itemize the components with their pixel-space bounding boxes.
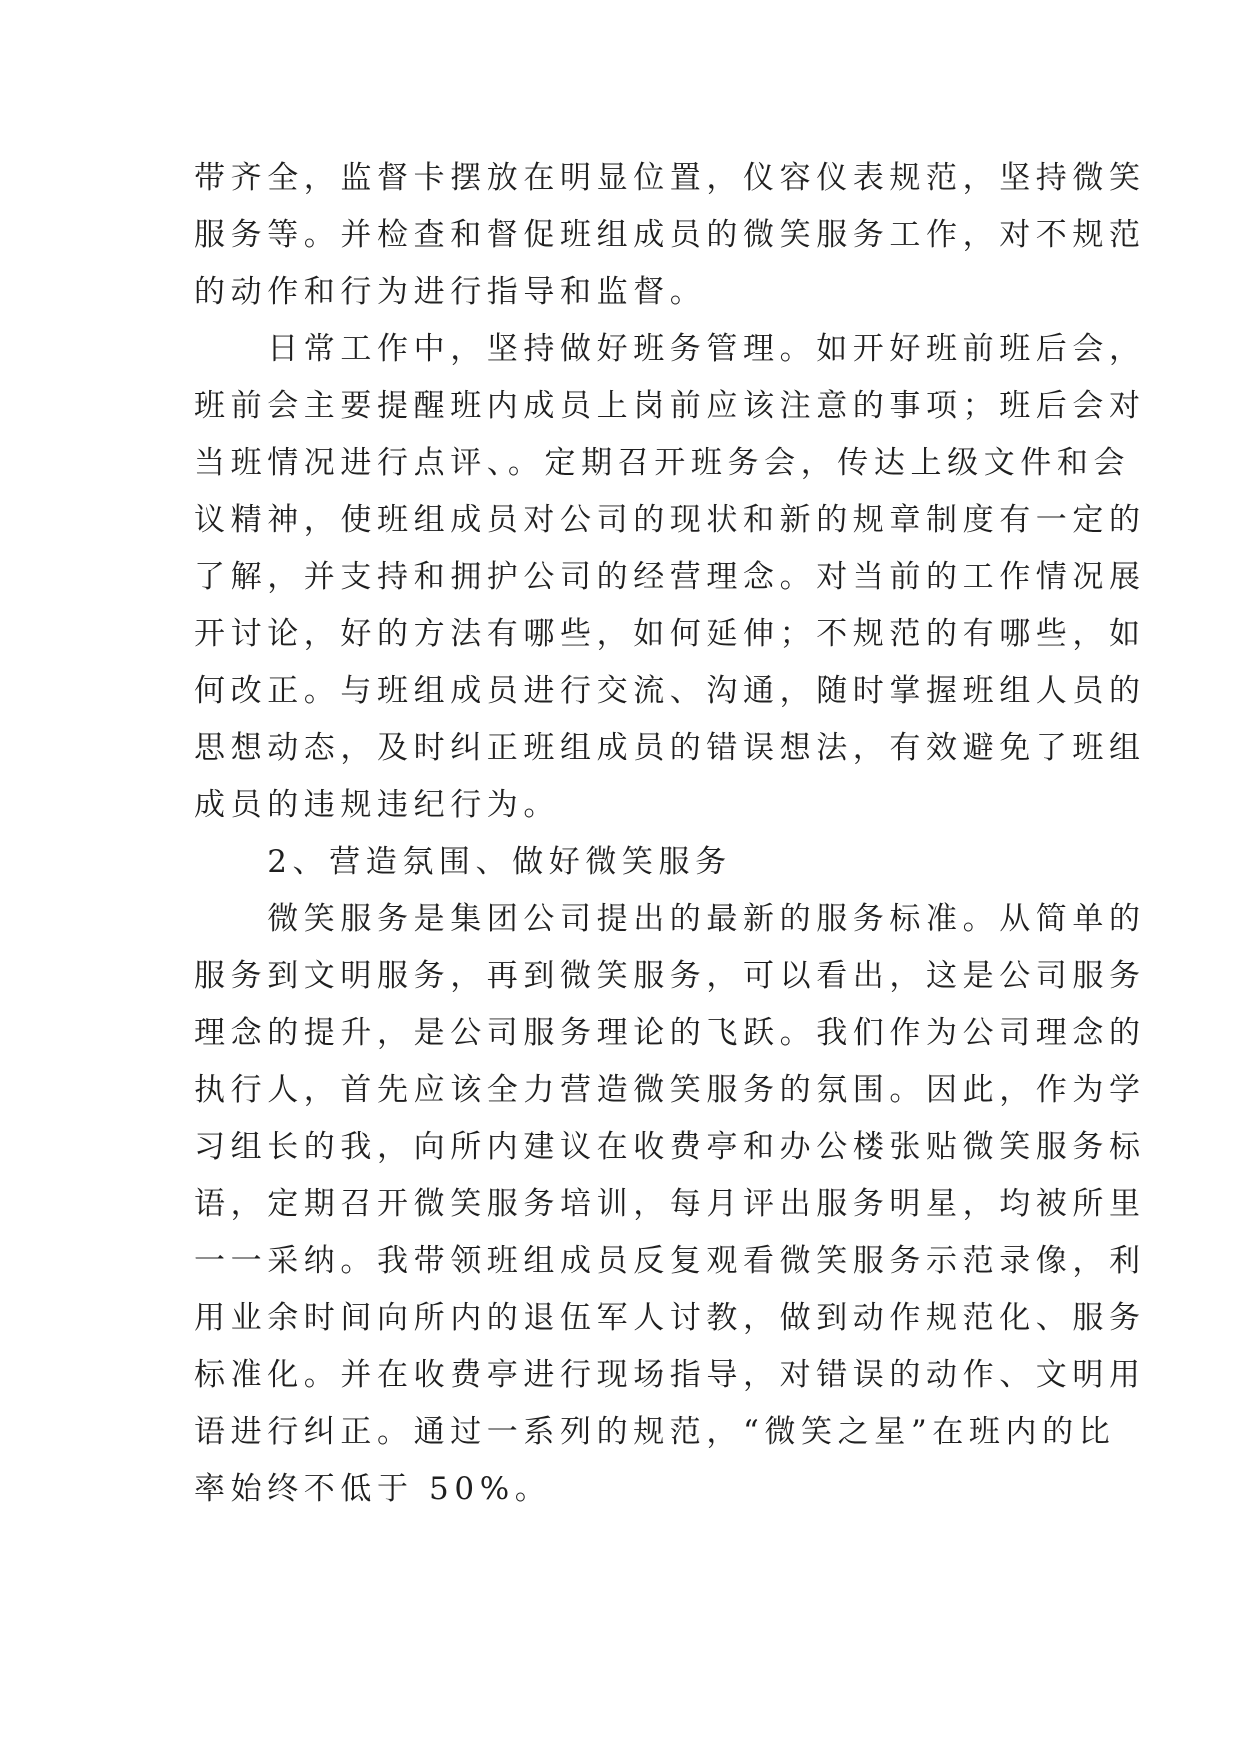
text-line-3: 的动作和行为进行指导和监督。 — [194, 274, 707, 310]
text-line-7: 议精神，使班组成员对公司的现状和新的规章制度有一定的 — [194, 502, 1146, 538]
text-line-8: 了解，并支持和拥护公司的经营理念。对当前的工作情况展 — [194, 559, 1146, 595]
text-line-21: 用业余时间向所内的退伍军人讨教，做到动作规范化、服务 — [194, 1300, 1146, 1336]
section-heading: 2、营造氛围、做好微笑服务 — [194, 844, 732, 880]
body-text — [194, 150, 1146, 1518]
text-line-24: 率始终不低于 50%。 — [194, 1471, 552, 1507]
text-line-15: 服务到文明服务，再到微笑服务，可以看出，这是公司服务 — [194, 958, 1146, 994]
text-line-22: 标准化。并在收费亭进行现场指导，对错误的动作、文明用 — [194, 1357, 1146, 1393]
text-line-12: 成员的违规违纪行为。 — [194, 787, 560, 823]
text-line-2: 服务等。并检查和督促班组成员的微笑服务工作，对不规范 — [194, 217, 1146, 253]
text-line-6: 当班情况进行点评、。定期召开班务会，传达上级文件和会 — [194, 445, 1131, 481]
text-line-18: 习组长的我，向所内建议在收费亭和办公楼张贴微笑服务标 — [194, 1129, 1146, 1165]
text-line-20: 一一采纳。我带领班组成员反复观看微笑服务示范录像，利 — [194, 1243, 1146, 1279]
text-line-5: 班前会主要提醒班内成员上岗前应该注意的事项；班后会对 — [194, 388, 1146, 424]
text-line-23: 语进行纠正。通过一系列的规范，“微笑之星”在班内的比 — [194, 1414, 1116, 1450]
text-line-17: 执行人，首先应该全力营造微笑服务的氛围。因此，作为学 — [194, 1072, 1146, 1108]
text-line-10: 何改正。与班组成员进行交流、沟通，随时掌握班组人员的 — [194, 673, 1146, 709]
text-line-16: 理念的提升，是公司服务理论的飞跃。我们作为公司理念的 — [194, 1015, 1146, 1051]
text-line-9: 开讨论，好的方法有哪些，如何延伸；不规范的有哪些，如 — [194, 616, 1146, 652]
text-line-19: 语，定期召开微笑服务培训，每月评出服务明星，均被所里 — [194, 1186, 1146, 1222]
text-line-4: 日常工作中，坚持做好班务管理。如开好班前班后会， — [194, 331, 1146, 367]
text-line-11: 思想动态，及时纠正班组成员的错误想法，有效避免了班组 — [194, 730, 1146, 766]
text-line-1: 带齐全，监督卡摆放在明显位置，仪容仪表规范，坚持微笑 — [194, 160, 1146, 196]
text-line-14: 微笑服务是集团公司提出的最新的服务标准。从简单的 — [194, 901, 1146, 937]
